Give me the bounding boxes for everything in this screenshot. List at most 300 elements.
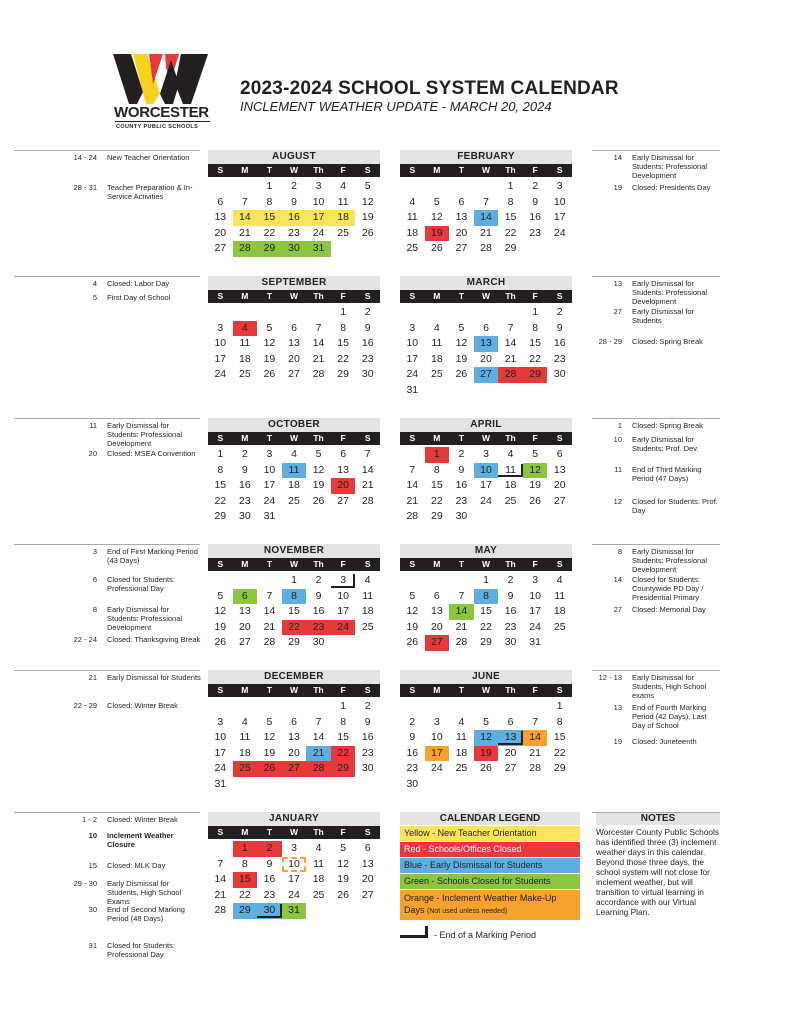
- left-note: [88, 449, 202, 458]
- empty-day: [400, 699, 425, 715]
- note-date: 10: [613, 435, 622, 444]
- day-cell: 16: [361, 731, 374, 744]
- day-cell: 12: [523, 463, 548, 479]
- logo-name: WORCESTER: [114, 104, 209, 121]
- weekday-label: M: [241, 433, 249, 443]
- day-cell: 18: [406, 226, 419, 239]
- month-title: MAY: [400, 544, 572, 558]
- days-grid: [208, 305, 380, 383]
- weekday-header: [400, 558, 572, 571]
- day-cell: 10: [553, 195, 566, 208]
- empty-day: [233, 305, 258, 321]
- day-cell: 10: [214, 337, 227, 350]
- day-cell: 14: [312, 731, 325, 744]
- day-cell: 13: [288, 731, 300, 744]
- weekday-label: S: [556, 291, 563, 301]
- days-grid: [400, 699, 572, 793]
- day-cell: 10: [529, 589, 541, 602]
- day-cell: 5: [315, 448, 322, 460]
- weekday-label: F: [340, 291, 346, 301]
- day-cell: 6: [291, 321, 297, 334]
- legend-title: CALENDAR LEGEND: [400, 812, 580, 825]
- weekday-label: F: [340, 433, 346, 443]
- day-cell: 29: [288, 636, 300, 649]
- day-cell: 5: [364, 180, 371, 192]
- weekday-label: S: [556, 433, 563, 443]
- weekday-label: M: [433, 165, 441, 175]
- empty-day: [400, 305, 425, 321]
- day-cell: 8: [340, 715, 347, 728]
- day-cell: 5: [532, 448, 539, 460]
- day-cell: 13: [455, 211, 468, 224]
- day-cell: 25: [504, 494, 517, 507]
- section-divider: [592, 670, 720, 671]
- day-cell: 11: [313, 857, 325, 870]
- weekday-label: T: [458, 559, 465, 569]
- note-date: 1 - 2: [81, 815, 97, 824]
- day-cell: 29: [431, 510, 443, 523]
- day-cell: 4: [458, 715, 465, 728]
- right-note: [613, 497, 720, 515]
- day-cell: 4: [241, 715, 248, 728]
- day-cell: 28: [529, 762, 541, 775]
- day-cell: 11: [498, 463, 523, 479]
- days-grid: [208, 179, 380, 257]
- note-date: 31: [88, 941, 97, 950]
- legend-marking-label: - End of a Marking Period: [434, 930, 537, 940]
- day-cell: 1: [291, 574, 297, 586]
- day-cell: 1: [532, 306, 539, 318]
- day-cell: 21: [504, 352, 517, 365]
- day-cell: 21: [263, 620, 276, 633]
- weekday-label: W: [289, 291, 298, 301]
- day-cell: 17: [480, 479, 492, 492]
- weekday-label: F: [532, 165, 538, 175]
- month-october: [208, 418, 380, 525]
- day-cell: 10: [431, 731, 443, 744]
- note-date: 12 - 13: [598, 673, 622, 682]
- day-cell: 1: [266, 180, 273, 192]
- day-cell: 27: [282, 761, 307, 777]
- note-date: 5: [92, 293, 97, 302]
- day-cell: 14: [504, 337, 517, 350]
- empty-day: [498, 305, 523, 321]
- empty-day: [449, 699, 474, 715]
- day-cell: 15: [553, 731, 566, 744]
- legend-orange-label: Orange - Inclement Weather Make-Up Days: [404, 893, 557, 915]
- day-cell: 22: [263, 226, 276, 239]
- weekday-label: S: [409, 685, 416, 695]
- legend-marking: [400, 924, 580, 944]
- weekday-label: T: [266, 827, 273, 837]
- day-cell: 24: [214, 368, 227, 381]
- weekday-label: M: [241, 827, 249, 837]
- weekday-label: W: [481, 433, 490, 443]
- day-cell: 23: [406, 762, 419, 775]
- day-cell: 1: [340, 306, 347, 318]
- day-cell: 18: [553, 605, 566, 618]
- day-cell: 22: [214, 494, 227, 507]
- day-cell: 15: [529, 337, 541, 350]
- day-cell: 30: [257, 903, 282, 919]
- day-cell: 14: [523, 730, 548, 746]
- note-text: Closed: MSEA Convention: [107, 449, 196, 458]
- day-cell: 4: [409, 195, 416, 208]
- day-cell: 22: [239, 888, 251, 901]
- note-date: 27: [613, 605, 622, 614]
- weekday-label: W: [289, 433, 298, 443]
- weekday-label: S: [217, 165, 224, 175]
- note-text: Early Dismissal for Students: Professional Development: [107, 421, 183, 448]
- empty-day: [257, 305, 282, 321]
- day-cell: 4: [364, 574, 371, 586]
- note-text: Early Dismissal for Students: Professional Development: [632, 547, 708, 574]
- day-cell: 30: [361, 368, 374, 381]
- day-cell: 20: [504, 746, 517, 759]
- empty-day: [425, 305, 450, 321]
- day-cell: 3: [532, 574, 539, 586]
- weekday-label: Th: [313, 433, 324, 443]
- section-divider: [592, 276, 720, 277]
- left-note: [88, 831, 202, 849]
- day-cell: 14: [233, 210, 258, 226]
- day-cell: 19: [455, 352, 468, 365]
- weekday-label: M: [241, 291, 249, 301]
- weekday-label: W: [289, 165, 298, 175]
- day-cell: 10: [263, 463, 276, 476]
- day-cell: 15: [504, 211, 517, 224]
- day-cell: 31: [282, 903, 307, 919]
- day-cell: 13: [239, 605, 251, 618]
- left-note: [92, 605, 202, 632]
- weekday-label: M: [433, 291, 441, 301]
- day-cell: 2: [291, 180, 297, 192]
- weekday-label: Th: [313, 559, 324, 569]
- day-cell: 27: [239, 636, 251, 649]
- day-cell: 3: [291, 842, 297, 854]
- note-text: New Teacher Orientation: [107, 153, 190, 162]
- section-divider: [14, 276, 200, 277]
- month-title: AUGUST: [208, 150, 380, 164]
- day-cell: 8: [282, 589, 307, 605]
- day-cell: 11: [239, 731, 251, 744]
- logo-divider: [115, 121, 210, 122]
- day-cell: 6: [340, 448, 347, 460]
- day-cell: 14: [449, 604, 474, 620]
- day-cell: 23: [553, 352, 566, 365]
- day-cell: 7: [315, 321, 322, 334]
- empty-day: [257, 573, 282, 589]
- section-divider: [592, 418, 720, 419]
- day-cell: 27: [455, 242, 468, 255]
- day-cell: 27: [425, 635, 450, 651]
- day-cell: 5: [340, 842, 347, 854]
- day-cell: 6: [556, 448, 563, 460]
- day-cell: 15: [288, 605, 300, 618]
- empty-day: [425, 179, 450, 195]
- weekday-label: F: [532, 291, 538, 301]
- day-cell: 20: [331, 478, 356, 494]
- day-cell: 2: [364, 306, 371, 318]
- note-text: Closed: Winter Break: [107, 815, 178, 824]
- left-note: [73, 879, 202, 906]
- note-date: 14: [613, 575, 622, 584]
- day-cell: 13: [288, 337, 300, 350]
- weekday-label: Th: [505, 559, 516, 569]
- page-title: 2023-2024 SCHOOL SYSTEM CALENDAR: [240, 78, 619, 99]
- day-cell: 27: [214, 242, 227, 255]
- day-cell: 9: [409, 731, 416, 744]
- day-cell: 6: [507, 715, 514, 728]
- day-cell: 16: [312, 605, 325, 618]
- note-date: 19: [613, 183, 622, 192]
- empty-day: [449, 179, 474, 195]
- month-august: [208, 150, 380, 257]
- day-cell: 16: [553, 337, 566, 350]
- day-cell: 17: [529, 605, 541, 618]
- legend-orange-sub: (Not used unless needed): [427, 908, 508, 915]
- month-may: [400, 544, 572, 651]
- weekday-label: S: [217, 827, 224, 837]
- note-date: 22 - 24: [73, 635, 97, 644]
- day-cell: 22: [431, 494, 443, 507]
- day-cell: 15: [257, 210, 282, 226]
- note-text: Early Dismissal for Students, High School exams: [632, 673, 707, 700]
- left-note: [73, 153, 202, 162]
- weekday-label: T: [266, 559, 273, 569]
- day-cell: 1: [425, 447, 450, 463]
- day-cell: 29: [553, 762, 566, 775]
- weekday-label: M: [433, 685, 441, 695]
- day-cell: 6: [233, 589, 258, 605]
- days-grid: [208, 573, 380, 651]
- day-cell: 16: [361, 337, 374, 350]
- empty-day: [474, 305, 499, 321]
- day-cell: 18: [331, 210, 356, 226]
- section-divider: [14, 812, 200, 813]
- day-cell: 18: [312, 873, 325, 886]
- weekday-label: W: [481, 291, 490, 301]
- day-cell: 2: [458, 448, 465, 460]
- day-cell: 17: [306, 210, 331, 226]
- weekday-label: M: [241, 165, 249, 175]
- notes-title: NOTES: [596, 812, 720, 825]
- day-cell: 27: [361, 888, 374, 901]
- day-cell: 3: [433, 715, 440, 728]
- weekday-label: T: [266, 433, 273, 443]
- empty-day: [425, 573, 450, 589]
- weekday-label: F: [532, 433, 538, 443]
- day-cell: 31: [263, 510, 276, 523]
- note-text: Closed for Students: Professional Day: [107, 941, 175, 959]
- weekday-label: S: [364, 685, 371, 695]
- day-cell: 22: [529, 352, 541, 365]
- empty-day: [400, 179, 425, 195]
- weekday-header: [208, 558, 380, 571]
- day-cell: 7: [364, 448, 371, 460]
- weekday-label: T: [458, 433, 465, 443]
- days-grid: [208, 699, 380, 793]
- weekday-header: [208, 826, 380, 839]
- day-cell: 16: [239, 479, 251, 492]
- day-cell: 23: [455, 494, 468, 507]
- day-cell: 24: [288, 888, 300, 901]
- weekday-label: W: [481, 685, 490, 695]
- right-note: [598, 673, 720, 700]
- month-title: JUNE: [400, 670, 572, 684]
- day-cell: 30: [553, 368, 566, 381]
- weekday-label: W: [481, 559, 490, 569]
- note-text: Inclement Weather Closure: [107, 831, 174, 849]
- day-cell: 30: [455, 510, 468, 523]
- month-january: [208, 812, 380, 919]
- day-cell: 25: [288, 494, 300, 507]
- month-title: FEBRUARY: [400, 150, 572, 164]
- day-cell: 1: [340, 700, 347, 712]
- day-cell: 1: [483, 574, 489, 586]
- day-cell: 11: [554, 589, 566, 602]
- day-cell: 5: [483, 715, 489, 728]
- day-cell: 15: [233, 872, 258, 888]
- month-december: [208, 670, 380, 793]
- day-cell: 3: [331, 573, 356, 589]
- note-date: 22 - 29: [73, 701, 97, 710]
- day-cell: 2: [315, 574, 322, 586]
- day-cell: 28: [406, 510, 419, 523]
- note-date: 29 - 30: [73, 879, 97, 888]
- day-cell: 3: [217, 321, 224, 334]
- day-cell: 25: [455, 762, 468, 775]
- empty-day: [400, 447, 425, 463]
- day-cell: 26: [312, 494, 325, 507]
- right-note: [614, 465, 720, 483]
- weekday-label: Th: [505, 433, 516, 443]
- section-divider: [14, 544, 200, 545]
- month-title: MARCH: [400, 276, 572, 290]
- weekday-label: S: [364, 433, 371, 443]
- day-cell: 9: [364, 321, 371, 334]
- day-cell: 7: [458, 589, 465, 602]
- note-date: 20: [88, 449, 97, 458]
- day-cell: 28: [263, 636, 276, 649]
- day-cell: 25: [239, 368, 251, 381]
- day-cell: 21: [306, 746, 331, 762]
- day-cell: 13: [431, 605, 443, 618]
- page-subtitle: INCLEMENT WEATHER UPDATE - MARCH 20, 2024: [240, 99, 552, 114]
- day-cell: 9: [266, 857, 273, 870]
- weekday-label: Th: [313, 291, 324, 301]
- left-note: [92, 575, 202, 593]
- day-cell: 5: [217, 589, 224, 602]
- note-text: Closed: Labor Day: [107, 279, 170, 288]
- month-title: NOVEMBER: [208, 544, 380, 558]
- day-cell: 23: [361, 352, 374, 365]
- weekday-label: S: [409, 165, 416, 175]
- month-february: [400, 150, 572, 257]
- day-cell: 8: [217, 463, 224, 476]
- legend-yellow: Yellow - New Teacher Orientation: [400, 826, 580, 841]
- note-text: Closed: Spring Break: [632, 421, 703, 430]
- day-cell: 12: [455, 337, 468, 350]
- note-date: 6: [92, 575, 97, 584]
- day-cell: 29: [214, 510, 227, 523]
- day-cell: 13: [553, 463, 566, 476]
- day-cell: 17: [553, 211, 566, 224]
- weekday-label: T: [458, 291, 465, 301]
- day-cell: 1: [233, 841, 258, 857]
- day-cell: 13: [474, 336, 499, 352]
- day-cell: 16: [504, 605, 517, 618]
- weekday-label: T: [266, 685, 273, 695]
- day-cell: 25: [406, 242, 419, 255]
- right-note: [617, 421, 720, 430]
- day-cell: 8: [556, 715, 563, 728]
- weekday-header: [208, 290, 380, 303]
- day-cell: 4: [507, 448, 514, 460]
- weekday-label: M: [241, 685, 249, 695]
- day-cell: 24: [480, 494, 492, 507]
- day-cell: 13: [498, 730, 523, 746]
- weekday-label: W: [289, 827, 298, 837]
- calendar-legend: [400, 812, 580, 944]
- day-cell: 24: [553, 226, 566, 239]
- empty-day: [257, 699, 282, 715]
- day-cell: 2: [409, 715, 416, 728]
- empty-day: [306, 305, 331, 321]
- month-title: DECEMBER: [208, 670, 380, 684]
- day-cell: 3: [556, 180, 563, 192]
- weekday-label: S: [409, 559, 416, 569]
- note-date: 1: [617, 421, 622, 430]
- left-note: [88, 861, 202, 870]
- legend-orange: [400, 890, 580, 920]
- section-divider: [592, 812, 720, 813]
- day-cell: 18: [455, 746, 468, 759]
- weekday-label: S: [217, 433, 224, 443]
- weekday-label: W: [481, 165, 490, 175]
- note-text: Closed for Students: Countywide PD Day / Presidential Primary: [632, 575, 704, 602]
- section-divider: [14, 150, 200, 151]
- weekday-label: Th: [313, 165, 324, 175]
- note-text: End of Second Marking Period (48 Days): [107, 905, 185, 923]
- day-cell: 23: [306, 620, 331, 636]
- day-cell: 24: [331, 620, 356, 636]
- weekday-header: [208, 432, 380, 445]
- day-cell: 2: [257, 841, 282, 857]
- note-date: 11: [614, 465, 622, 474]
- day-cell: 9: [458, 463, 465, 476]
- right-note: [613, 153, 720, 180]
- weekday-label: S: [556, 685, 563, 695]
- day-cell: 6: [364, 842, 371, 854]
- day-cell: 30: [239, 510, 251, 523]
- month-march: [400, 276, 572, 399]
- weekday-label: Th: [313, 827, 324, 837]
- day-cell: 17: [425, 746, 450, 762]
- note-text: End of First Marking Period (43 Days): [107, 547, 198, 565]
- notes-box: [596, 812, 720, 917]
- note-date: 30: [88, 905, 97, 914]
- left-note: [88, 941, 202, 959]
- day-cell: 5: [409, 589, 416, 602]
- left-note: [81, 815, 202, 824]
- day-cell: 25: [312, 888, 325, 901]
- left-note: [73, 183, 202, 201]
- day-cell: 8: [507, 195, 514, 208]
- day-cell: 28: [361, 494, 374, 507]
- day-cell: 10: [406, 337, 419, 350]
- day-cell: 28: [233, 241, 258, 257]
